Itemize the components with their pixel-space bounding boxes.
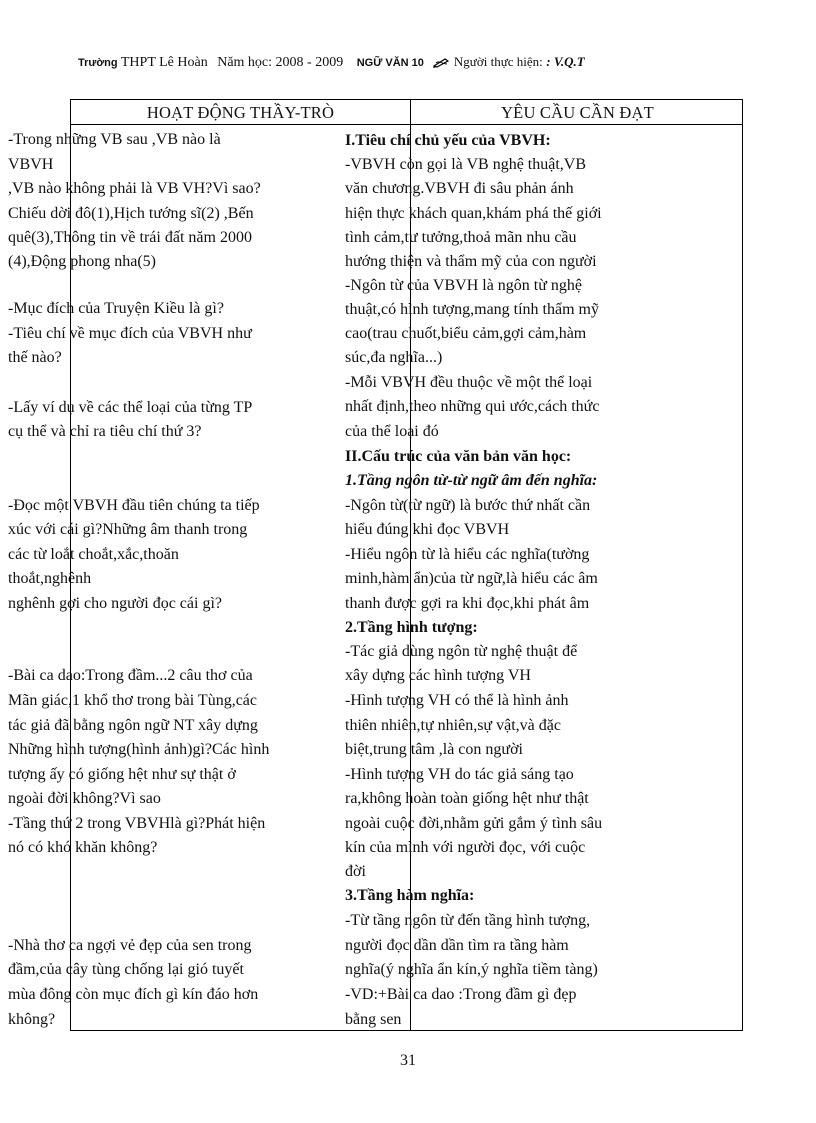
requirement-line: -VBVH còn gọi là VB nghệ thuật,VB <box>345 156 587 173</box>
subsection-heading: 3.Tầng hàm nghĩa: <box>345 887 475 904</box>
subsection-heading: 2.Tầng hình tượng: <box>345 619 478 636</box>
activity-line: -Tầng thứ 2 trong VBVHlà gì?Phát hiện <box>8 815 266 832</box>
author-label: Người thực hiện: <box>453 54 543 69</box>
activity-line: -Trong những VB sau ,VB nào là <box>8 131 221 148</box>
requirement-line: -Hình tượng VH do tác giả sáng tạo <box>345 766 574 783</box>
page-header <box>78 54 758 78</box>
column-header-activities: HOẠT ĐỘNG THẦY-TRÒ <box>146 103 335 122</box>
requirement-line: thiên nhiên,tự nhiên,sự vật,và đặc <box>345 717 561 734</box>
requirement-line: người đọc dần dần tìm ra tầng hàm <box>345 937 569 954</box>
activity-line: -Đọc một VBVH đầu tiên chúng ta tiếp <box>8 497 260 514</box>
activity-line: -Mục đích của Truyện Kiều là gì? <box>8 300 224 317</box>
activity-line: Những hình tượng(hình ảnh)gì?Các hình <box>8 741 270 758</box>
activity-line: đầm,của cây tùng chống lại gió tuyết <box>8 961 244 978</box>
activity-line: -Nhà thơ ca ngợi vẻ đẹp của sen trong <box>8 937 252 954</box>
activity-line: -Tiêu chí về mục đích của VBVH như <box>8 325 252 342</box>
requirement-line: -Hiểu ngôn từ là hiểu các nghĩa(tường <box>345 546 590 563</box>
activity-line: quê(3),Thông tin về trái đất năm 2000 <box>8 229 252 246</box>
requirement-line: kín của mình với người đọc, với cuộc <box>345 839 586 856</box>
requirement-line: ra,không hoàn toàn giống hệt như thật <box>345 790 589 807</box>
requirement-line: biệt,trung tâm ,là con người <box>345 741 523 758</box>
activity-line: cụ thể và chỉ ra tiêu chí thứ 3? <box>8 423 202 440</box>
requirement-line: -Ngôn từ(từ ngữ) là bước thứ nhất cần <box>345 497 591 514</box>
requirement-line: bằng sen <box>345 1011 402 1028</box>
subject-label: NGỮ VĂN 10 <box>356 57 424 69</box>
activity-line: Mãn giác,1 khổ thơ trong bài Tùng,các <box>8 692 257 709</box>
requirement-line: -VD:+Bài ca dao :Trong đầm gì đẹp <box>345 986 577 1003</box>
requirement-line: nghĩa(ý nghĩa ẩn kín,ý nghĩa tiềm tàng) <box>345 961 598 978</box>
page-number: 31 <box>400 1052 416 1069</box>
requirement-line: minh,hàm ẩn)của từ ngữ,là hiểu các âm <box>345 570 598 587</box>
activity-line: nghênh gợi cho người đọc cái gì? <box>8 595 222 612</box>
requirement-line: tình cảm,tư tưởng,thoả mãn nhu cầu <box>345 229 577 246</box>
requirement-line: hiện thực khách quan,khám phá thế giới <box>345 205 602 222</box>
requirement-line: hướng thiện và thẩm mỹ của con người <box>345 253 597 270</box>
activity-line: ngoài đời không?Vì sao <box>8 790 161 807</box>
activity-line: (4),Động phong nha(5) <box>8 253 156 270</box>
activity-line: không? <box>8 1011 56 1028</box>
requirement-line: -Mỗi VBVH đều thuộc về một thể loại <box>345 374 593 391</box>
requirement-line: hiểu đúng khi đọc VBVH <box>345 521 510 538</box>
activity-line: các từ loắt choắt,xắc,thoăn <box>8 546 179 563</box>
requirement-line: -Ngôn từ của VBVH là ngôn từ nghệ <box>345 277 583 294</box>
activity-line: -Bài ca dao:Trong đầm...2 câu thơ của <box>8 667 253 684</box>
activity-line: nó có khó khăn không? <box>8 839 158 856</box>
section-heading: II.Cấu trúc của văn bản văn học: <box>345 448 572 465</box>
subsection-heading: 1.Tầng ngôn từ-từ ngữ âm đến nghĩa: <box>345 472 598 489</box>
section-heading: I.Tiêu chí chủ yếu của VBVH: <box>345 132 551 149</box>
requirement-line: nhất định,theo những qui ước,cách thức <box>345 398 600 415</box>
activity-line: thế nào? <box>8 349 62 366</box>
school-name: THPT Lê Hoàn <box>120 55 208 70</box>
activity-line: xúc với cái gì?Những âm thanh trong <box>8 521 248 538</box>
activity-line: Chiếu dời đô(1),Hịch tướng sĩ(2) ,Bến <box>8 205 254 222</box>
activity-line: thoắt,nghênh <box>8 570 92 587</box>
activity-line: VBVH <box>8 156 54 173</box>
requirement-line: văn chương.VBVH đi sâu phản ánh <box>345 180 574 197</box>
requirement-line: -Hình tượng VH có thể là hình ảnh <box>345 692 569 709</box>
requirement-line: cao(trau chuốt,biểu cảm,gợi cảm,hàm <box>345 325 587 342</box>
activity-line: tác giả đã bằng ngôn ngữ NT xây dựng <box>8 717 258 734</box>
requirement-line: thuật,có hình tượng,mang tính thẩm mỹ <box>345 301 599 318</box>
column-header-requirements: YÊU CẦU CẦN ĐẠT <box>501 103 654 122</box>
header-divider <box>71 124 742 125</box>
requirement-line: thanh được gợi ra khi đọc,khi phát âm <box>345 595 590 612</box>
activity-line: mùa đông còn mục đích gì kín đáo hơn <box>8 986 259 1003</box>
requirement-line: xây dựng các hình tượng VH <box>345 667 531 684</box>
requirement-line: của thể loại đó <box>345 423 439 440</box>
activity-line: -Lấy ví dụ về các thể loại của từng TP <box>8 399 253 416</box>
author-initials: : V.Q.T <box>546 54 585 69</box>
activity-line: tượng ấy có giống hệt như sự thật ở <box>8 766 236 783</box>
activity-line: ,VB nào không phải là VB VH?Vì sao? <box>8 180 261 197</box>
pen-icon <box>433 58 449 68</box>
requirement-line: súc,đa nghĩa...) <box>345 349 443 366</box>
requirement-line: ngoài cuộc đời,nhằm gửi gắm ý tình sâu <box>345 815 603 832</box>
school-year: Năm học: 2008 - 2009 <box>217 55 344 70</box>
requirement-line: -Tác giả dùng ngôn từ nghệ thuật để <box>345 643 578 660</box>
school-label: Trường <box>78 57 118 69</box>
requirement-line: đời <box>345 863 366 880</box>
requirement-line: -Từ tầng ngôn từ đến tầng hình tượng, <box>345 912 591 929</box>
